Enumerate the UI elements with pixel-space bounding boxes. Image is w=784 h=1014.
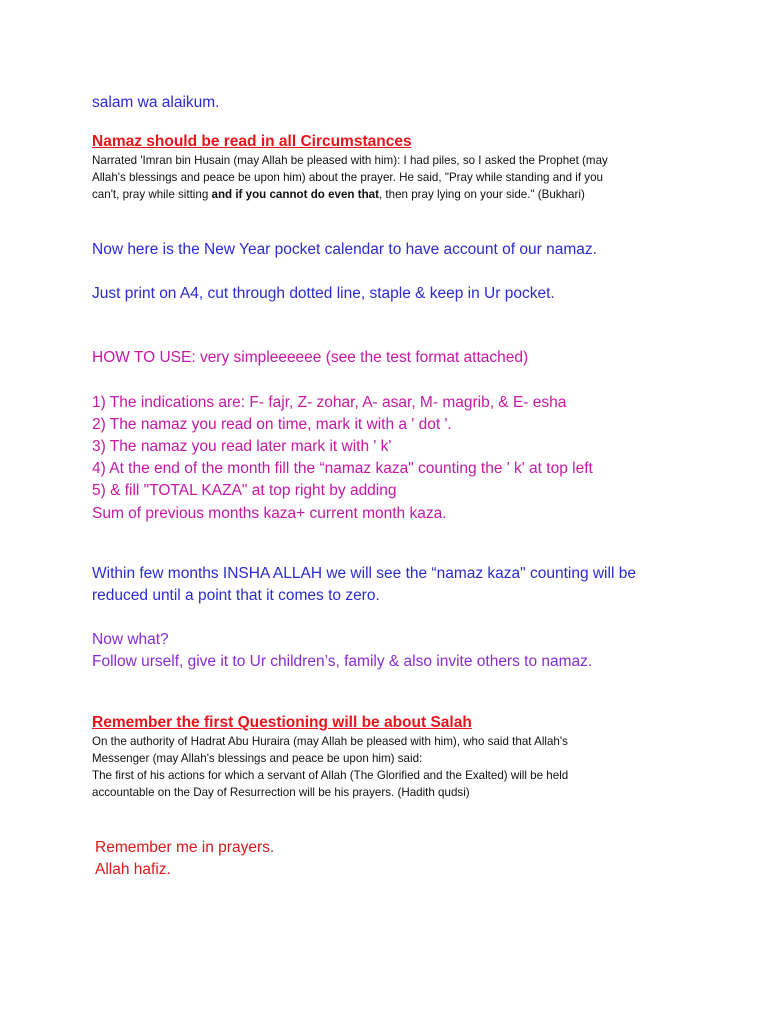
how-to-use-step-1: 1) The indications are: F- fajr, Z- zohar, A- asar, M- magrib, & E- esha bbox=[92, 394, 567, 411]
how-to-use-sum-line: Sum of previous months kaza+ current month kaza. bbox=[92, 505, 447, 522]
intro-line-2: Just print on A4, cut through dotted line, staple & keep in Ur pocket. bbox=[92, 285, 555, 302]
greeting: salam wa alaikum. bbox=[92, 94, 220, 111]
outcome-line-1: Within few months INSHA ALLAH we will see the “namaz kaza" counting will be bbox=[92, 565, 636, 582]
hadith-line-3-part-1: can't, pray while sitting bbox=[92, 188, 212, 201]
hadith-line-3 bbox=[92, 189, 585, 201]
section-heading-questioning: Remember the first Questioning will be about Salah bbox=[92, 714, 472, 731]
how-to-use-title: HOW TO USE: very simpleeeeee (see the test format attached) bbox=[92, 349, 529, 366]
how-to-use-step-2: 2) The namaz you read on time, mark it with a ' dot '. bbox=[92, 416, 452, 433]
how-to-use-step-3: 3) The namaz you read later mark it with ' k' bbox=[92, 438, 392, 455]
outcome-line-2: reduced until a point that it comes to zero. bbox=[92, 587, 380, 604]
closing-line-2: Allah hafiz. bbox=[95, 861, 171, 878]
authority-line-4: accountable on the Day of Resurrection will be his prayers. (Hadith qudsi) bbox=[92, 786, 470, 799]
authority-line-3: The first of his actions for which a servant of Allah (The Glorified and the Exalted) will be held bbox=[92, 769, 569, 782]
authority-line-1: On the authority of Hadrat Abu Huraira (may Allah be pleased with him), who said that Allah's bbox=[92, 735, 568, 748]
how-to-use-step-5: 5) & fill "TOTAL KAZA" at top right by adding bbox=[92, 482, 397, 499]
how-to-use-step-4: 4) At the end of the month fill the “namaz kaza" counting the ' k' at top left bbox=[92, 460, 593, 477]
hadith-line-3-emphasis: and if you cannot do even that bbox=[211, 188, 379, 201]
hadith-line-1: Narrated 'Imran bin Husain (may Allah be pleased with him): I had piles, so I asked the Prophet (may bbox=[92, 154, 608, 167]
closing-line-1: Remember me in prayers. bbox=[95, 839, 275, 856]
now-what-line-1: Now what? bbox=[92, 631, 169, 648]
authority-line-2: Messenger (may Allah's blessings and peace be upon him) said: bbox=[92, 752, 423, 765]
hadith-line-2: Allah's blessings and peace be upon him) about the prayer. He said, "Pray while standing and if you bbox=[92, 171, 603, 184]
now-what-line-2: Follow urself, give it to Ur children’s, family & also invite others to namaz. bbox=[92, 653, 593, 670]
section-heading-circumstances: Namaz should be read in all Circumstances bbox=[92, 133, 412, 150]
intro-line-1: Now here is the New Year pocket calendar to have account of our namaz. bbox=[92, 241, 597, 258]
hadith-line-3-part-3: , then pray lying on your side." (Bukhari) bbox=[378, 188, 585, 201]
